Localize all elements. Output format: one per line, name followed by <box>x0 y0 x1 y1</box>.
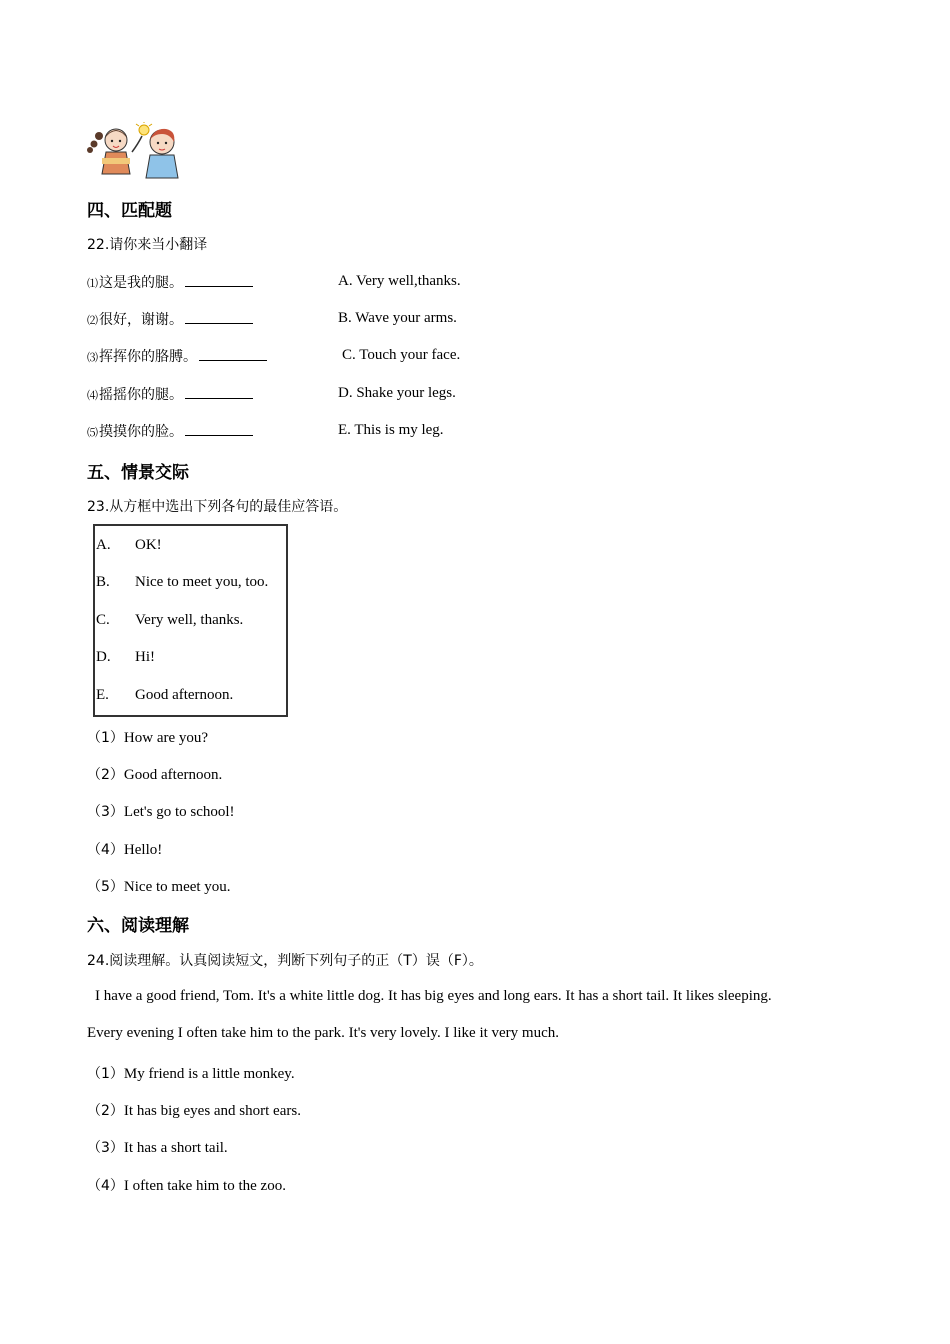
option-letter: C. <box>96 612 110 628</box>
item-text: 摸摸你的脸。 <box>99 424 183 440</box>
item-number: （2） <box>87 1103 124 1119</box>
match-item-4 <box>87 384 253 404</box>
match-item-5 <box>87 421 253 441</box>
option-d <box>96 649 155 666</box>
option-text: Good afternoon. <box>135 687 234 703</box>
item-number: ⑶ <box>87 351 98 364</box>
tf-item-2 <box>87 1100 301 1120</box>
dialogue-item-5 <box>87 876 231 896</box>
item-number: ⑷ <box>87 389 98 402</box>
tf-item-1 <box>87 1063 295 1083</box>
question-22-prompt: 22.请你来当小翻译 <box>87 237 208 253</box>
option-letter: B. <box>96 574 110 590</box>
answer-options-box <box>93 524 288 717</box>
match-item-1 <box>87 272 253 292</box>
reading-passage-line-1: I have a good friend, Tom. It's a white little dog. It has big eyes and long ears. It has a short tail. It likes sleeping. <box>95 988 772 1004</box>
option-text: Nice to meet you, too. <box>135 574 269 590</box>
item-text: 很好，谢谢。 <box>99 312 183 328</box>
item-text: 摇摇你的腿。 <box>99 387 183 403</box>
option-e <box>96 687 233 704</box>
answer-blank[interactable] <box>185 274 253 287</box>
option-b <box>96 574 268 591</box>
match-option-c: C. Touch your face. <box>342 347 461 363</box>
item-number: ⑵ <box>87 314 98 327</box>
dialogue-item-1 <box>87 727 208 747</box>
option-letter: E. <box>96 687 109 703</box>
item-text: My friend is a little monkey. <box>123 1066 295 1082</box>
item-text: Hello! <box>123 842 163 858</box>
children-illustration <box>84 122 192 180</box>
item-text: It has a short tail. <box>123 1140 228 1156</box>
tf-item-4 <box>87 1175 286 1195</box>
item-number: （3） <box>87 1140 124 1156</box>
match-option-e: E. This is my leg. <box>338 422 444 438</box>
match-option-b: B. Wave your arms. <box>338 310 457 326</box>
item-text: Let's go to school! <box>123 804 235 820</box>
section-5-heading: 五、情景交际 <box>87 463 189 483</box>
option-text: Hi! <box>135 649 155 665</box>
item-number: （2） <box>87 767 124 783</box>
answer-blank[interactable] <box>185 311 253 324</box>
option-c <box>96 612 243 629</box>
item-number: ⑴ <box>87 277 98 290</box>
dialogue-item-3 <box>87 801 235 821</box>
tf-item-3 <box>87 1137 228 1157</box>
match-option-d: D. Shake your legs. <box>338 385 456 401</box>
item-number: （5） <box>87 879 124 895</box>
item-text: How are you? <box>123 730 209 746</box>
item-text: Good afternoon. <box>123 767 223 783</box>
option-text: OK! <box>135 537 162 553</box>
section-4-heading: 四、匹配题 <box>87 201 172 221</box>
answer-blank[interactable] <box>185 423 253 436</box>
match-item-3 <box>87 346 267 366</box>
item-number: （4） <box>87 1178 124 1194</box>
question-24-prompt: 24.阅读理解。认真阅读短文，判断下列句子的正（T）误（F）。 <box>87 953 483 969</box>
dialogue-item-4 <box>87 839 162 859</box>
answer-blank[interactable] <box>199 348 267 361</box>
item-number: （3） <box>87 804 124 820</box>
match-item-2 <box>87 309 253 329</box>
section-6-heading: 六、阅读理解 <box>87 916 189 936</box>
item-number: （1） <box>87 1066 124 1082</box>
item-text: Nice to meet you. <box>123 879 231 895</box>
item-text: I often take him to the zoo. <box>123 1178 286 1194</box>
option-letter: A. <box>96 537 111 553</box>
item-number: ⑸ <box>87 426 98 439</box>
option-text: Very well, thanks. <box>135 612 244 628</box>
item-text: It has big eyes and short ears. <box>123 1103 301 1119</box>
answer-blank[interactable] <box>185 386 253 399</box>
item-text: 挥挥你的胳膊。 <box>99 349 197 365</box>
item-text: 这是我的腿。 <box>99 275 183 291</box>
item-number: （4） <box>87 842 124 858</box>
option-letter: D. <box>96 649 111 665</box>
question-23-prompt: 23.从方框中选出下列各句的最佳应答语。 <box>87 499 348 515</box>
reading-passage-line-2: Every evening I often take him to the park. It's very lovely. I like it very much. <box>87 1025 560 1041</box>
match-option-a: A. Very well,thanks. <box>338 273 461 289</box>
item-number: （1） <box>87 730 124 746</box>
dialogue-item-2 <box>87 764 222 784</box>
option-a <box>96 537 162 554</box>
